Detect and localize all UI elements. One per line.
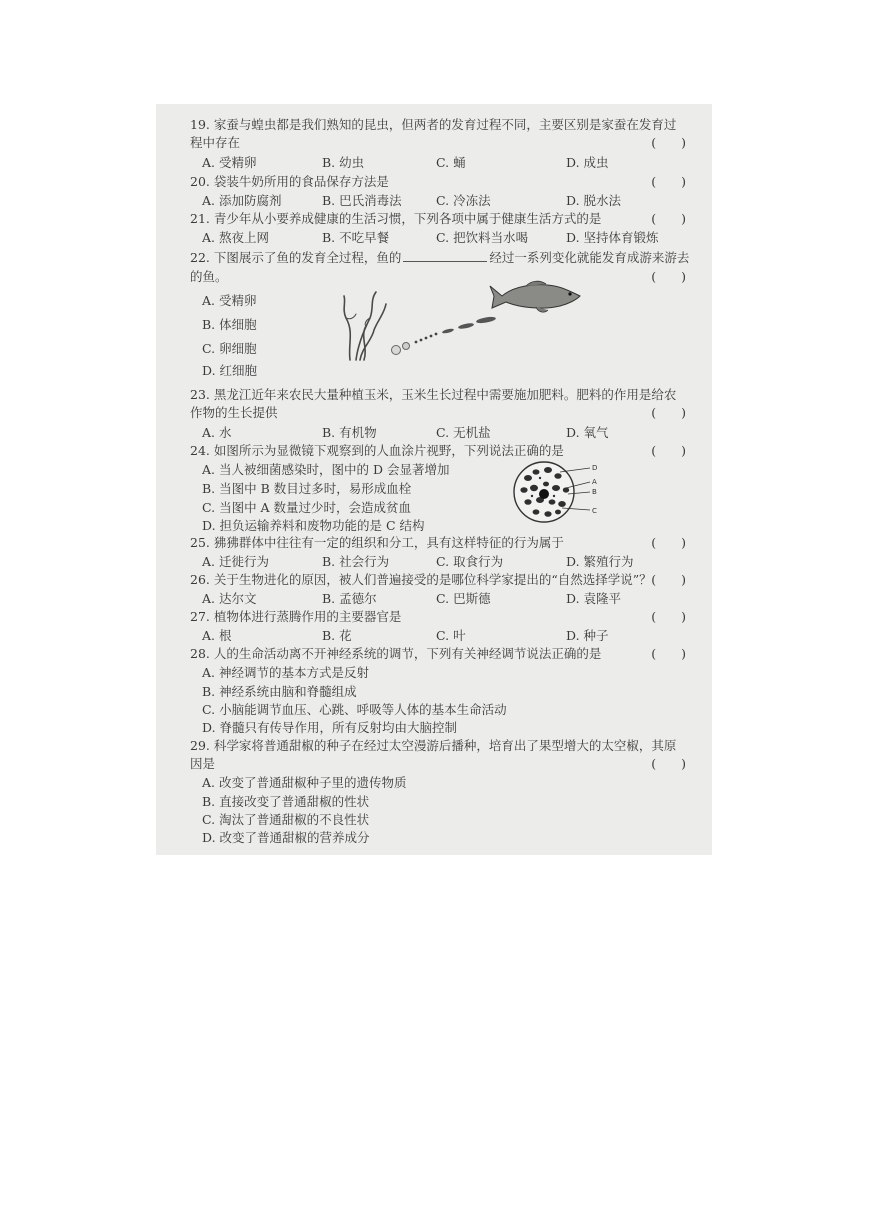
option-d: D. 繁殖行为 [566,554,634,569]
q22-stem-part1: 22. 下图展示了鱼的发育全过程，鱼的 [190,250,402,265]
q22-stem-part2: 经过一系列变化就能发育成游来游去 [489,250,690,265]
option-b: B. 当图中 B 数目过多时，易形成血栓 [202,481,412,496]
option-a: A. 根 [202,628,232,643]
option-b: B. 巴氏消毒法 [322,193,402,208]
fry-icon [442,316,497,334]
option-d: D. 坚持体育锻炼 [566,230,659,245]
option-d: D. 种子 [566,628,609,643]
q19-options [202,154,686,172]
q23-options [202,424,686,442]
option-c: C. 取食行为 [436,554,504,569]
q26-options [202,590,686,608]
option-b: B. 花 [322,628,352,643]
option-c: C. 淘汰了普通甜椒的不良性状 [202,812,370,827]
option-a: A. 神经调节的基本方式是反射 [202,665,369,680]
option-b: B. 直接改变了普通甜椒的性状 [202,794,370,809]
label-d: D [592,464,598,472]
label-b: B [592,488,597,496]
option-a: A. 添加防腐剂 [202,193,282,208]
option-b: B. 不吃早餐 [322,230,390,245]
waterweed-icon [344,292,386,360]
option-c: C. 巴斯德 [436,591,491,606]
answer-paren: ( ) [651,535,686,550]
embryo-dots-icon [415,333,438,344]
option-c: C. 无机盐 [436,425,491,440]
q29-stem-line1: 29. 科学家将普通甜椒的种子在经过太空漫游后播种，培育出了果型增大的太空椒，其原 [190,738,677,753]
answer-paren: ( ) [651,135,686,150]
option-c: C. 叶 [436,628,466,643]
option-b: B. 孟德尔 [322,591,377,606]
blood-smear-illustration [510,458,606,528]
q19-stem-line1: 19. 家蚕与蝗虫都是我们熟知的昆虫，但两者的发育过程不同，主要区别是家蚕在发育过 [190,117,677,132]
q20-stem: 20. 袋装牛奶所用的食品保存方法是 [190,174,389,189]
q26-stem: 26. 关于生物进化的原因，被人们普遍接受的是哪位科学家提出的“自然选择学说”？ [190,572,652,587]
option-b: B. 有机物 [322,425,377,440]
option-b: B. 神经系统由脑和脊髓组成 [202,684,357,699]
option-c: C. 蛹 [436,155,466,170]
q23-stem-line1: 23. 黑龙江近年来农民大量种植玉米，玉米生长过程中需要施加肥料。肥料的作用是给农 [190,387,677,402]
option-c: C. 小脑能调节血压、心跳、呼吸等人体的基本生命活动 [202,702,507,717]
fish-egg-icon [392,343,410,355]
answer-paren: ( ) [651,609,686,624]
option-c: C. 把饮料当水喝 [436,230,529,245]
label-c: C [592,507,597,515]
q22-stem-line2: 的鱼。 [190,269,228,284]
option-a: A. 受精卵 [202,155,257,170]
option-b: B. 体细胞 [202,317,257,332]
q21-options [202,229,686,247]
option-a: A. 熬夜上网 [202,230,269,245]
option-a: A. 受精卵 [202,293,257,308]
exam-page [156,104,712,855]
option-b: B. 社会行为 [322,554,390,569]
q29-stem-line2: 因是 [190,756,216,771]
q23-stem-line2: 作物的生长提供 [190,405,278,420]
option-a: A. 改变了普通甜椒种子里的遗传物质 [202,775,407,790]
q20-options [202,192,686,210]
option-b: B. 幼虫 [322,155,365,170]
q27-stem: 27. 植物体进行蒸腾作用的主要器官是 [190,609,402,624]
q24-stem: 24. 如图所示为显微镜下观察到的人血涂片视野，下列说法正确的是 [190,443,564,458]
option-d: D. 脱水法 [566,193,622,208]
option-a: A. 水 [202,425,232,440]
option-d: D. 袁隆平 [566,591,622,606]
option-c: C. 当图中 A 数量过少时，会造成贫血 [202,500,412,515]
fill-blank [403,249,487,262]
option-c: C. 卵细胞 [202,341,257,356]
option-d: D. 红细胞 [202,363,258,378]
option-d: D. 氧气 [566,425,609,440]
option-c: C. 冷冻法 [436,193,491,208]
answer-paren: ( ) [651,211,686,226]
answer-paren: ( ) [651,405,686,420]
option-a: A. 达尔文 [202,591,257,606]
q28-stem: 28. 人的生命活动离不开神经系统的调节，下列有关神经调节说法正确的是 [190,646,602,661]
answer-paren: ( ) [651,646,686,661]
option-d: D. 脊髓只有传导作用，所有反射均由大脑控制 [202,720,458,735]
option-d: D. 担负运输养料和废物功能的是 C 结构 [202,518,425,533]
q27-options [202,627,686,645]
option-d: D. 改变了普通甜椒的营养成分 [202,830,370,845]
q21-stem: 21. 青少年从小要养成健康的生活习惯，下列各项中属于健康生活方式的是 [190,211,602,226]
q25-options [202,553,686,571]
answer-paren: ( ) [651,572,686,587]
answer-paren: ( ) [651,443,686,458]
q22-stem-line1 [190,249,690,267]
adult-fish-icon [490,281,580,312]
fish-development-illustration [340,274,586,364]
q19-stem-line2: 程中存在 [190,135,241,150]
option-a: A. 迁徙行为 [202,554,269,569]
answer-paren: ( ) [651,269,686,284]
answer-paren: ( ) [651,174,686,189]
answer-paren: ( ) [651,756,686,771]
label-a: A [592,478,597,486]
option-d: D. 成虫 [566,155,609,170]
option-a: A. 当人被细菌感染时，图中的 D 会显著增加 [202,462,450,477]
q25-stem: 25. 狒狒群体中往往有一定的组织和分工，具有这样特征的行为属于 [190,535,564,550]
